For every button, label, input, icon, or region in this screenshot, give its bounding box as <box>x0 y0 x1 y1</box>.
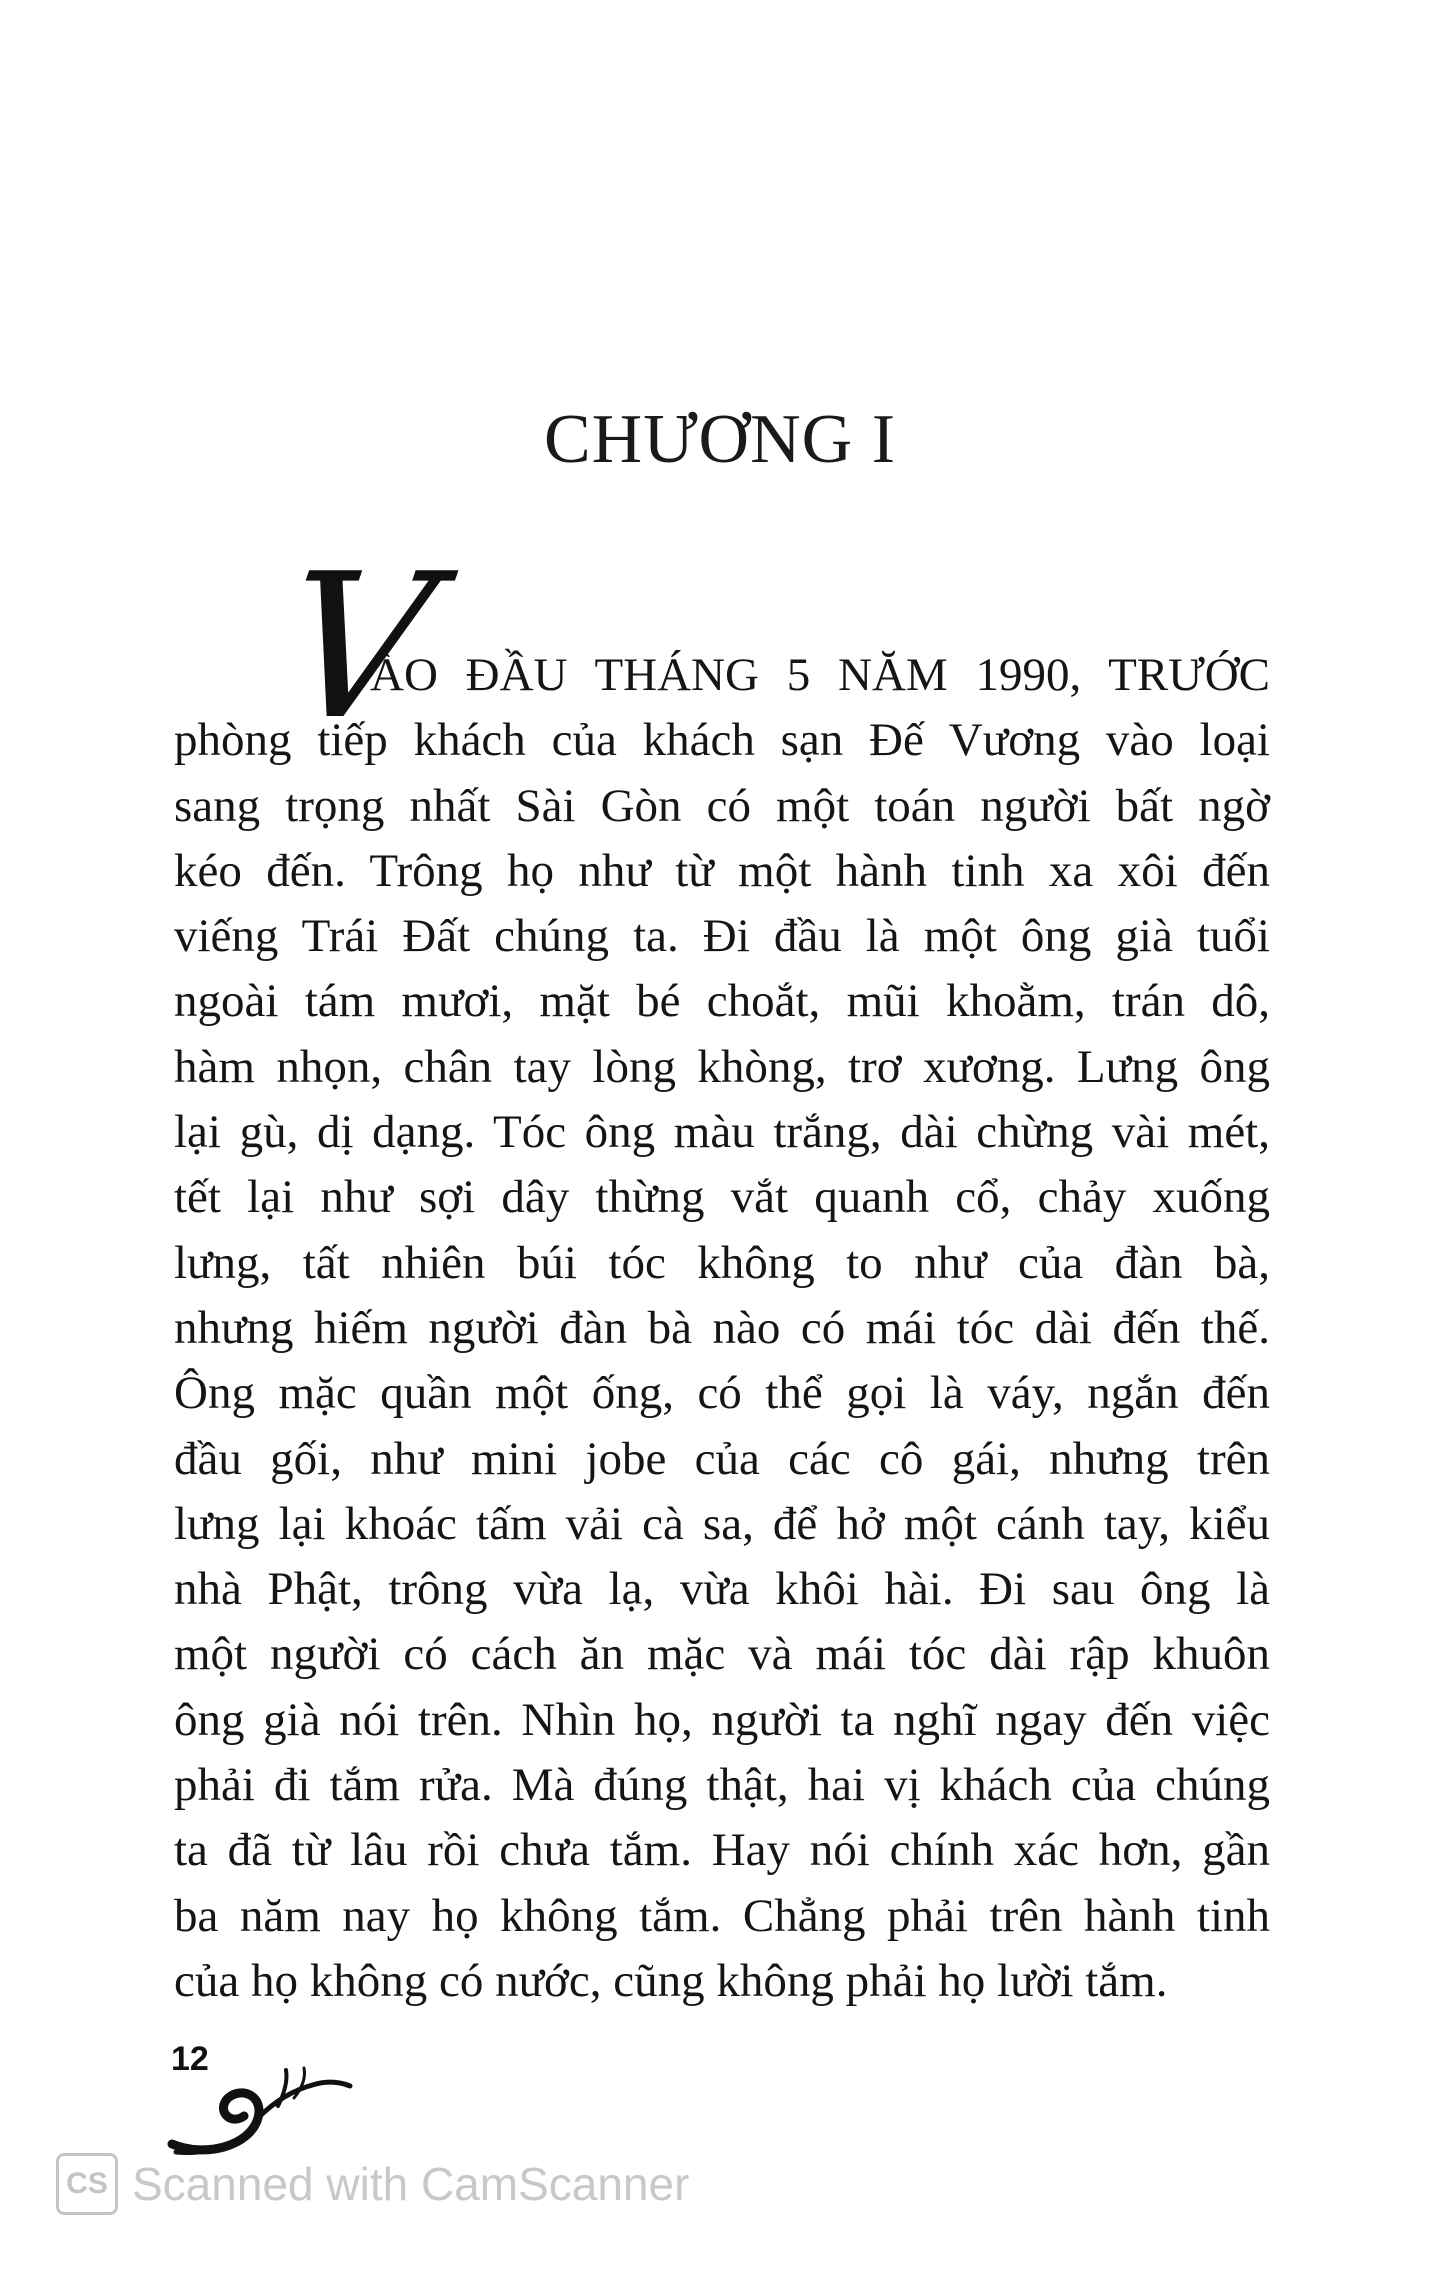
text-line: viếng Trái Đất chúng ta. Đi đầu là một ông già tuổi <box>174 910 1270 963</box>
text-line: hàm nhọn, chân tay lòng khòng, trơ xương. Lưng ông <box>174 1040 1270 1093</box>
text-line: nhưng hiếm người đàn bà nào có mái tóc dài đến thế. <box>174 1301 1270 1354</box>
text-line: nhà Phật, trông vừa lạ, vừa khôi hài. Đi sau ông là <box>174 1563 1270 1616</box>
text-line: đầu gối, như mini jobe của các cô gái, nhưng trên <box>174 1432 1270 1485</box>
text-line: ÀO ĐẦU THÁNG 5 NĂM 1990, TRƯỚC <box>370 649 1270 701</box>
watermark-text: Scanned with CamScanner <box>132 2158 690 2210</box>
text-line: ba năm nay họ không tắm. Chẳng phải trên hành tinh <box>174 1889 1270 1942</box>
text-line: lưng lại khoác tấm vải cà sa, để hở một cánh tay, kiểu <box>174 1497 1270 1550</box>
text-line: tết lại như sợi dây thừng vắt quanh cổ, chảy xuống <box>174 1171 1270 1224</box>
text-line: Ông mặc quần một ống, có thể gọi là váy, ngắn đến <box>174 1367 1270 1420</box>
camscanner-logo-icon: CS <box>56 2153 118 2215</box>
text-line: một người có cách ăn mặc và mái tóc dài rập khuôn <box>174 1628 1270 1681</box>
text-line: phải đi tắm rửa. Mà đúng thật, hai vị khách của chúng <box>174 1759 1270 1812</box>
text-line: ta đã từ lâu rồi chưa tắm. Hay nói chính xác hơn, gần <box>174 1824 1270 1877</box>
text-line: của họ không có nước, cũng không phải họ lười tắm. <box>174 1954 1168 2007</box>
page-number: 12 <box>171 2040 209 2078</box>
body-text <box>174 643 1270 2014</box>
text-line: ông già nói trên. Nhìn họ, người ta nghĩ ngay đến việc <box>174 1693 1270 1746</box>
text-line: lại gù, dị dạng. Tóc ông màu trắng, dài chừng vài mét, <box>174 1106 1270 1159</box>
drop-cap-letter: V <box>269 531 447 764</box>
text-line: sang trọng nhất Sài Gòn có một toán người bất ngờ <box>174 779 1270 832</box>
text-line: ngoài tám mươi, mặt bé choắt, mũi khoằm, trán dô, <box>174 975 1270 1028</box>
chapter-title: CHƯƠNG I <box>543 401 897 478</box>
camscanner-watermark <box>56 2148 689 2220</box>
text-line: kéo đến. Trông họ như từ một hành tinh xa xôi đến <box>174 844 1270 897</box>
text-line: lưng, tất nhiên búi tóc không to như của đàn bà, <box>174 1236 1270 1289</box>
flourish-ornament-icon <box>166 2066 356 2156</box>
text-line: phòng tiếp khách của khách sạn Đế Vương vào loại <box>174 714 1270 767</box>
